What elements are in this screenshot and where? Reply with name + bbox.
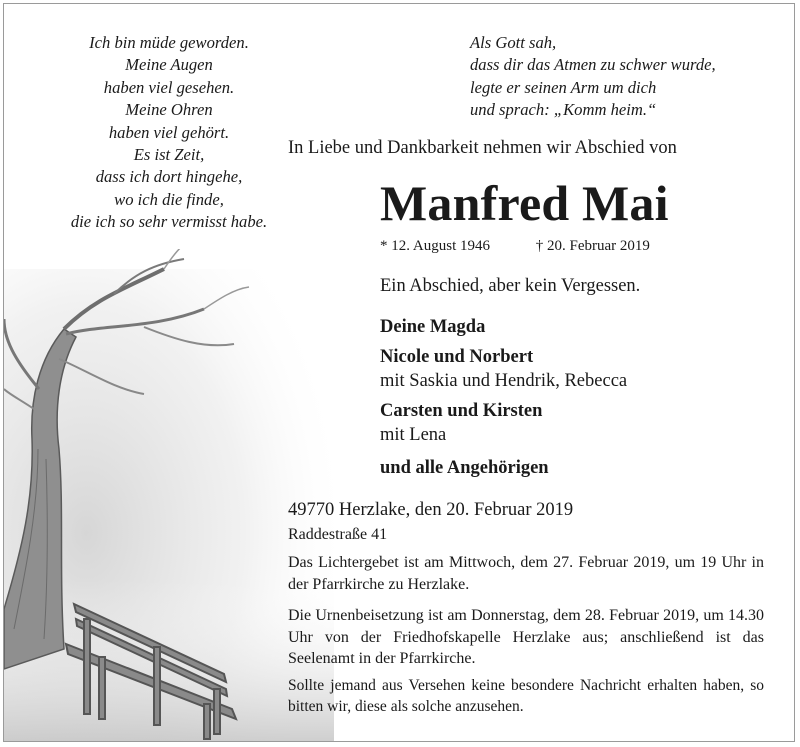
intro-text: In Liebe und Dankbarkeit nehmen wir Abschied von — [288, 138, 677, 158]
tree-and-bench-illustration — [4, 249, 334, 742]
poem-left-line: die ich so sehr vermisst habe. — [70, 212, 268, 232]
obituary-frame — [3, 3, 795, 742]
poem-right-line: legte er seinen Arm um dich — [470, 77, 657, 97]
mourner-name: Carsten und Kirsten — [380, 401, 543, 421]
burial-notice: Die Urnenbeisetzung ist am Donnerstag, dem 28. Februar 2019, um 14.30 Uhr von der Friedhofskapelle Herzlake aus; anschließend ist das Seelenamt in der Pfarrkirche. — [288, 607, 764, 667]
poem-right-line: dass dir das Atmen zu schwer wurde, — [470, 55, 716, 75]
mourner-name: Nicole und Norbert — [380, 347, 534, 367]
notification-notice: Sollte jemand aus Versehen keine besondere Nachricht erhalten haben, so bitten wir, diese als solche anzusehen. — [288, 677, 764, 715]
poem-left-line: Meine Augen — [125, 55, 213, 75]
poem-right-line: Als Gott sah, — [470, 33, 557, 52]
deceased-name: Manfred Mai — [380, 175, 669, 231]
poem-left-line: Ich bin müde geworden. — [89, 33, 249, 52]
death-date: † 20. Februar 2019 — [535, 238, 650, 254]
poem-left-line: Meine Ohren — [125, 100, 213, 120]
place-date: 49770 Herzlake, den 20. Februar 2019 — [288, 500, 574, 520]
life-dates — [380, 238, 650, 255]
mourners-list — [380, 315, 627, 480]
mourner-sub: mit Lena — [380, 425, 447, 445]
poem-left-line: haben viel gesehen. — [103, 77, 235, 97]
poem-right-line: und sprach: „Komm heim.“ — [470, 100, 657, 120]
poem-left-line: dass ich dort hingehe, — [95, 167, 243, 187]
poem-left-line: Es ist Zeit, — [133, 145, 205, 165]
poem-left — [24, 32, 314, 234]
farewell-quote: Ein Abschied, aber kein Vergessen. — [380, 276, 641, 296]
mourner-name: und alle Angehörigen — [380, 458, 549, 478]
prayer-notice: Das Lichtergebet ist am Mittwoch, dem 27. Februar 2019, um 19 Uhr in der Pfarrkirche zu Herzlake. — [288, 554, 764, 593]
street-address: Raddestraße 41 — [288, 526, 388, 543]
birth-date: * 12. August 1946 — [380, 238, 491, 254]
mourner-sub: mit Saskia und Hendrik, Rebecca — [380, 371, 628, 391]
poem-left-line: wo ich die finde, — [114, 189, 224, 209]
poem-right — [470, 32, 790, 122]
poem-left-line: haben viel gehört. — [108, 122, 230, 142]
mourner-name: Deine Magda — [380, 317, 486, 337]
